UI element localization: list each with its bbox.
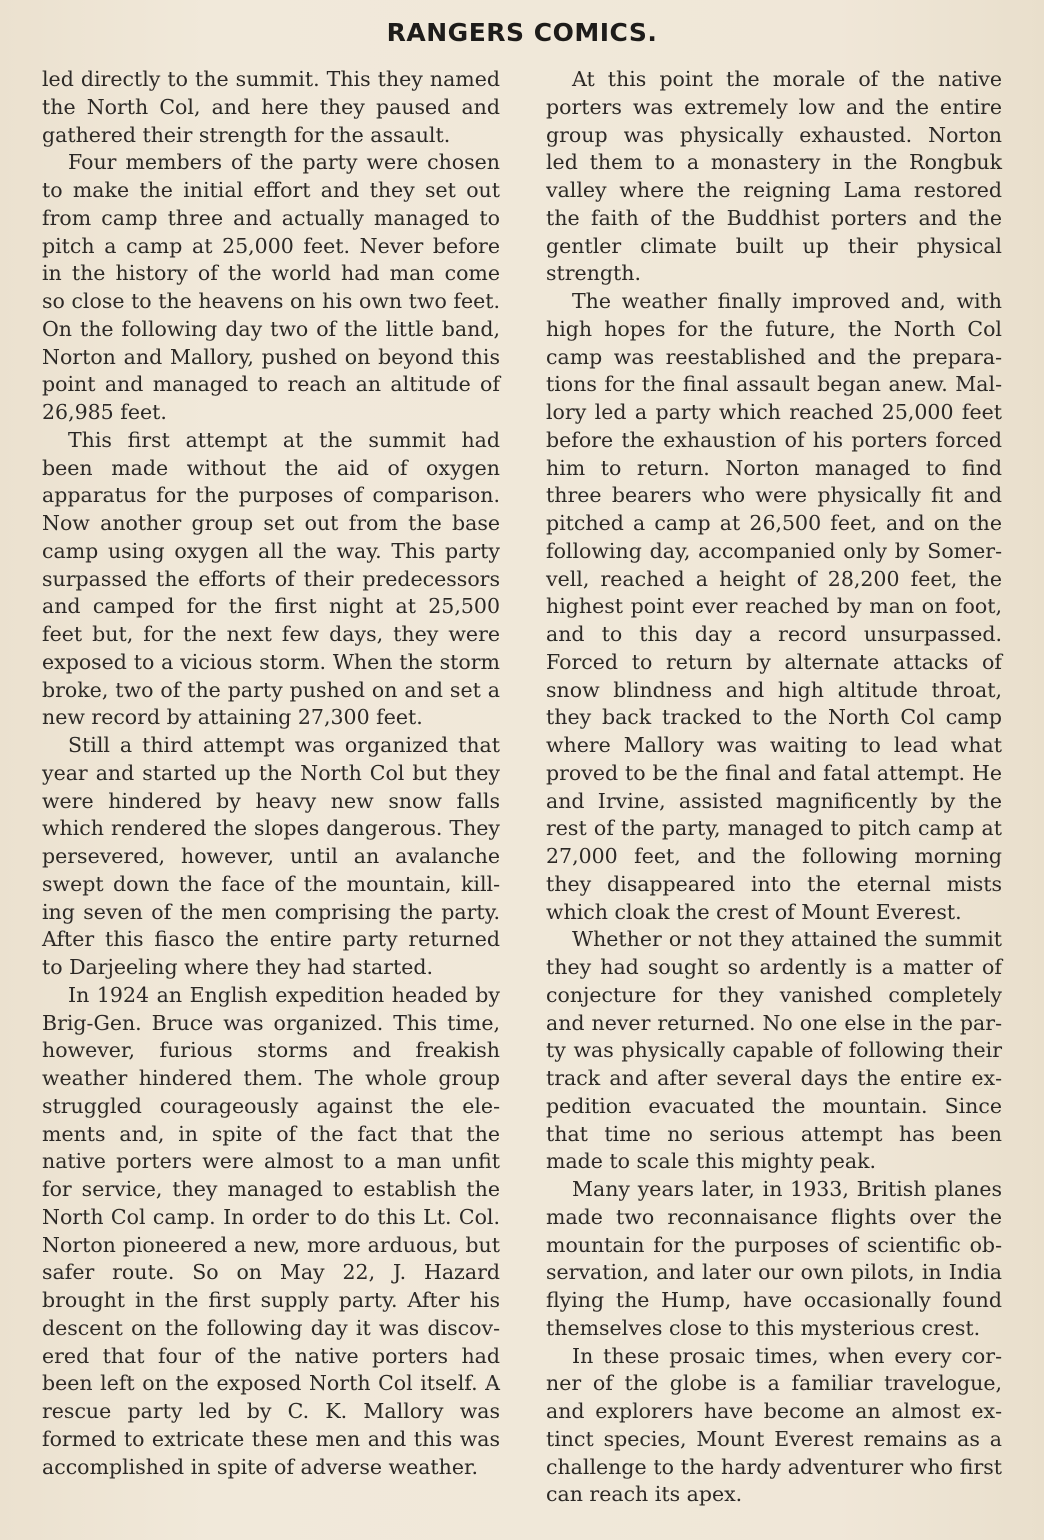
paragraph: This first attempt at the summit had been made without the aid of oxygen apparatus for the purposes of comparison. Now another group set out from the base camp using oxygen all the way. This party surpassed the efforts of their predecessors and camped for the first night at 25,500 feet but, for the next few days, they were exposed to a vicious storm. When the storm broke, two of the party pushed on and set a new record by attaining 27,300 feet. [42,427,500,730]
paragraph: led directly to the summit. This they named the North Col, and here they paused and gathered their strength for the assault. [42,67,500,147]
paragraph: In 1924 an English expedition headed by Brig-Gen. Bruce was organized. This time, however, furious storms and freakish weather hindered them. The whole group struggled courageously against the elements and, in spite of the fact that the native porters were almost to a man unfit for service, they managed to establish the North Col camp. In order to do this Lt. Col. Norton pioneered a new, more arduous, but safer route. So on May 22, J. Hazard brought in the first supply party. After his descent on the following day it was discovered that four of the native porters had been left on the exposed North Col itself. A rescue party led by C. K. Mallory was formed to extricate these men and this was accomplished in spite of adverse weather. [42,982,500,1479]
paragraph: Still a third attempt was organized that year and started up the North Col but they were hindered by heavy new snow falls which rendered the slopes dangerous. They persevered, however, until an avalanche swept down the face of the mountain, killing seven of the men comprising the party. After this fiasco the entire party returned to Darjeeling where they had started. [42,733,500,979]
paragraph: At this point the morale of the native porters was extremely low and the entire group was physically exhausted. Norton led them to a monastery in the Rongbuk valley where the reigning Lama restored the faith of the Buddhist porters and the gentler climate built up their physical strength. [546,67,1002,286]
right-column [546,66,1002,1509]
left-column [42,66,500,1481]
paragraph: Whether or not they attained the summit they had sought so ardently is a matter of conjecture for they vanished completely and never returned. No one else in the party was physically capable of following their track and after several days the entire expedition evacuated the mountain. Since that time no serious attempt has been made to scale this mighty peak. [546,927,1002,1174]
paragraph: The weather finally improved and, with high hopes for the future, the North Col camp was reestablished and the preparations for the final assault began anew. Mallory led a party which reached 25,000 feet before the exhaustion of his porters forced him to return. Norton managed to find three bearers who were physically fit and pitched a camp at 26,500 feet, and on the following day, accompanied only by Somervell, reached a height of 28,200 feet, the highest point ever reached by man on foot, and to this day a record unsurpassed. Forced to return by alternate attacks of snow blindness and high altitude throat, they back tracked to the North Col camp where Mallory was waiting to lead what proved to be the final and fatal attempt. He and Irvine, assisted magnificently by the rest of the party, managed to pitch camp at 27,000 feet, and the following morning they disappeared into the eternal mists which cloak the crest of Mount Everest. [546,289,1002,924]
page-header: RANGERS COMICS. [386,18,658,47]
paragraph: Four members of the party were chosen to make the initial effort and they set out from camp three and actually managed to pitch a camp at 25,000 feet. Never before in the history of the world had man come so close to the heavens on his own two feet. On the following day two of the little band, Norton and Mallory, pushed on beyond this point and managed to reach an altitude of 26,985 feet. [42,150,500,424]
paragraph: In these prosaic times, when every corner of the globe is a familiar travelogue, and explorers have become an almost extinct species, Mount Everest remains as a challenge to the hardy adventurer who first can reach its apex. [546,1343,1002,1507]
paragraph: Many years later, in 1933, British planes made two reconnaisance flights over the mountain for the purposes of scientific observation, and later our own pilots, in India flying the Hump, have occasionally found themselves close to this mysterious crest. [546,1177,1002,1340]
